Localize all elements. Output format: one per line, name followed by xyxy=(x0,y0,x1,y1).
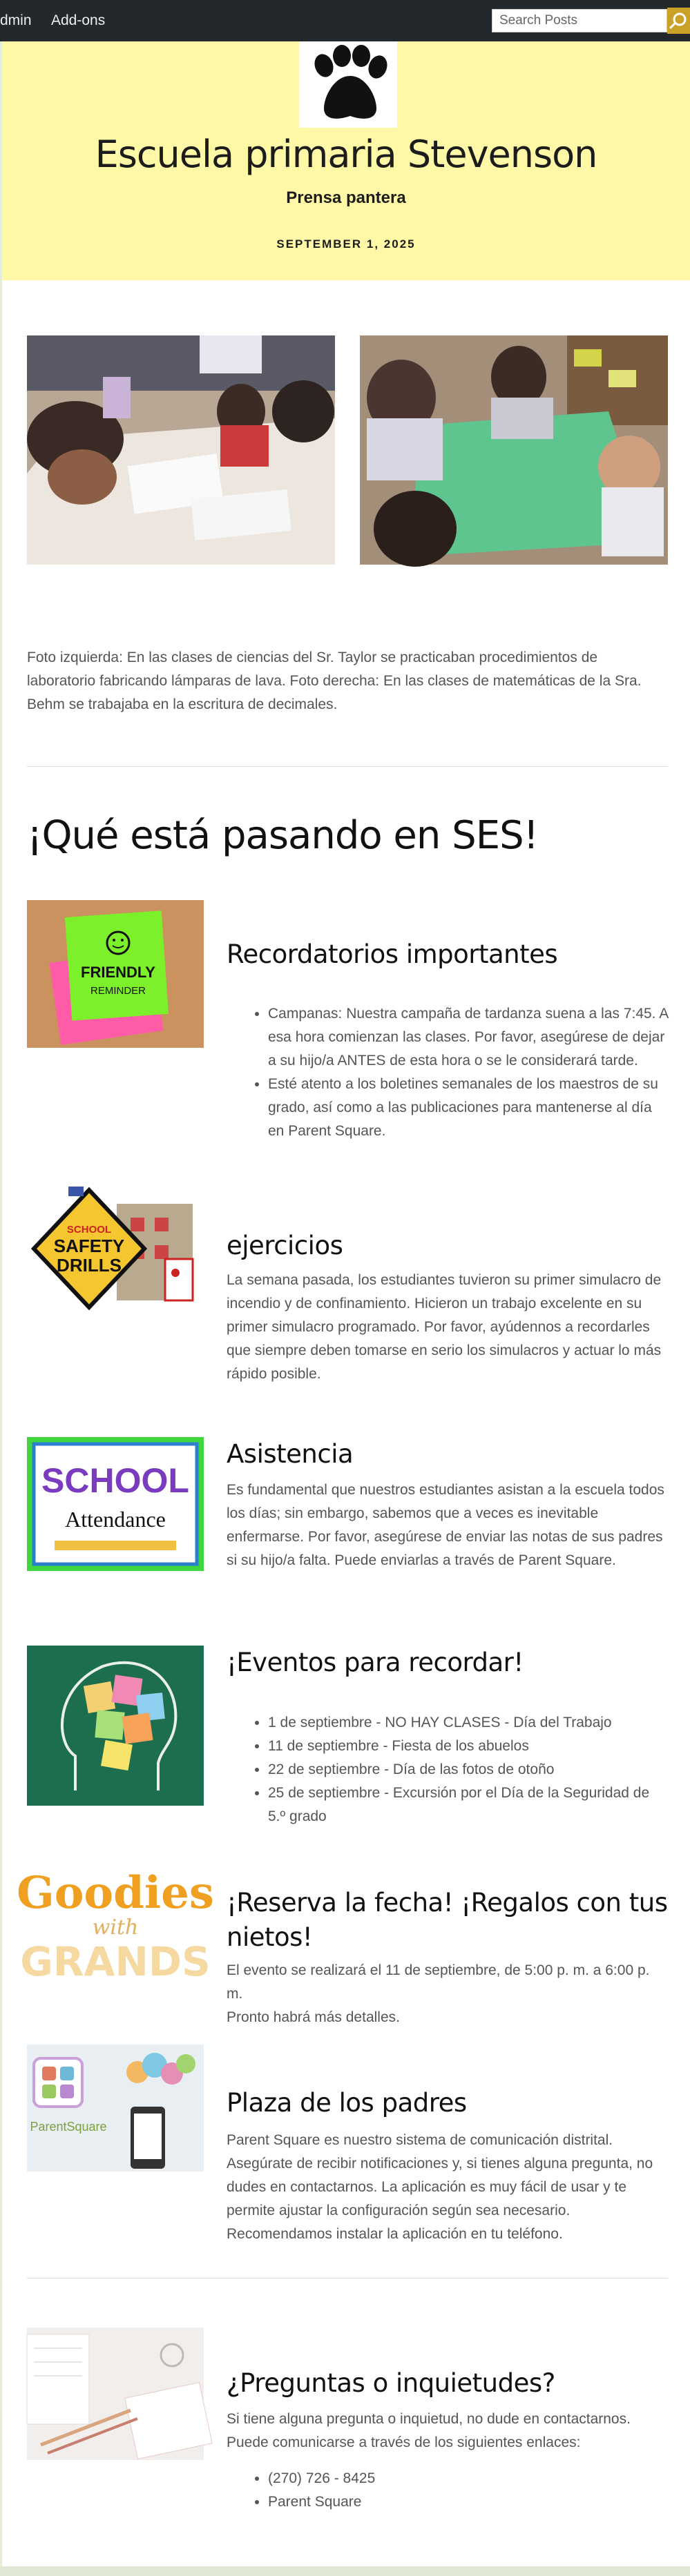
item-title-questions: ¿Preguntas o inquietudes? xyxy=(227,2368,555,2398)
list-item: • 11 de septiembre - Fiesta de los abuelos xyxy=(268,1735,669,1758)
item-title-events: ¡Eventos para recordar! xyxy=(227,1648,524,1677)
contact-list xyxy=(227,2467,669,2514)
brain-notes-image xyxy=(27,1646,204,1806)
site-title: Escuela primaria Stevenson xyxy=(95,133,597,176)
safety-drills-image xyxy=(27,1183,204,1317)
parentsquare-image xyxy=(27,2045,204,2172)
details-soon-text: Pronto habrá más detalles. xyxy=(227,2009,400,2025)
item-title-parent-square: Plaza de los padres xyxy=(227,2088,467,2118)
event-time-text: El evento se realizará el 11 de septiembre, de 5:00 p. m. a 6:00 p. m. xyxy=(227,1962,650,2002)
reminders-list xyxy=(227,1002,669,1143)
img-text-with: with xyxy=(92,1915,139,1940)
img-text-goodies: Goodies xyxy=(17,1867,214,1919)
item-body-save-date xyxy=(227,1959,669,2029)
item-title-save-date: ¡Reserva la fecha! ¡Regalos con tus nietos! xyxy=(227,1888,668,1952)
admin-link[interactable]: dmin xyxy=(0,12,32,28)
desk-notebook-image xyxy=(27,2328,204,2460)
img-text-attendance: Attendance xyxy=(65,1507,166,1532)
list-item: • 25 de septiembre - Excursión por el Día de la Seguridad de 5.º grado xyxy=(268,1782,669,1828)
phone-link[interactable]: • (270) 726 - 8425 xyxy=(268,2467,669,2490)
item-title-attendance: Asistencia xyxy=(227,1439,354,1469)
parent-square-link[interactable]: • Parent Square xyxy=(268,2490,669,2514)
item-title-drills: ejercicios xyxy=(227,1231,343,1260)
admin-bar xyxy=(0,0,690,41)
friendly-reminder-image xyxy=(27,900,204,1048)
newsletter-page xyxy=(0,41,690,2566)
img-text-parentsquare: ParentSquare xyxy=(30,2120,107,2134)
addons-link[interactable]: Add-ons xyxy=(51,12,106,28)
item-body-questions xyxy=(227,2408,669,2514)
paw-logo xyxy=(299,41,397,128)
img-text-drills: DRILLS xyxy=(57,1255,122,1276)
school-attendance-image xyxy=(27,1437,204,1571)
list-item: • 1 de septiembre - NO HAY CLASES - Día del Trabajo xyxy=(268,1711,669,1735)
post-date: SEPTEMBER 1, 2025 xyxy=(276,237,416,251)
list-item: • 22 de septiembre - Día de las fotos de otoño xyxy=(268,1758,669,1782)
paw-icon xyxy=(303,45,393,124)
list-item: • Esté atento a los boletines semanales de los maestros de su grado, así como a las publicaciones para mantenerse al día en Parent Square. xyxy=(268,1073,669,1143)
section-title: ¡Qué está pasando en SES! xyxy=(27,813,539,858)
img-text-school: SCHOOL xyxy=(66,1224,112,1236)
list-item: • Campanas: Nuestra campaña de tardanza suena a las 7:45. A esa hora comienzan las clases. Por favor, asegúrese de dejar a su hijo/a ANTES de esta hora o se le considerará tarde. xyxy=(268,1002,669,1073)
photo-caption: Foto izquierda: En las clases de ciencias del Sr. Taylor se practicaban procedimientos de laboratorio fabricando lámparas de lava. Foto derecha: En las clases de matemáticas de la Sra. Behm se trabajaba en la escritura de decimales. xyxy=(27,650,642,712)
item-body-events xyxy=(227,1711,669,1828)
photo-right-decimals xyxy=(360,335,668,565)
item-body-drills: La semana pasada, los estudiantes tuvieron su primer simulacro de incendio y de confinamiento. Hicieron un trabajo excelente en su primer simulacro programado. Por favor, ayúdennos a recordarles que siempre deben tomarse en serio los simulacros y actuar lo más rápido posible. xyxy=(227,1272,662,1382)
search-icon xyxy=(669,10,689,31)
img-text-reminder: REMINDER xyxy=(90,985,146,997)
divider xyxy=(27,2278,668,2279)
events-list xyxy=(227,1711,669,1828)
goodies-with-grands-image xyxy=(17,1844,214,1985)
search-input[interactable] xyxy=(492,9,667,32)
questions-text: Si tiene alguna pregunta o inquietud, no dude en contactarnos. Puede comunicarse a través de los siguientes enlaces: xyxy=(227,2411,631,2450)
item-body-reminders xyxy=(227,1002,669,1143)
item-body-parent-square: Parent Square es nuestro sistema de comunicación distrital. Asegúrate de recibir notificaciones y, si tienes alguna pregunta, no dudes en contactarnos. La aplicación es muy fácil de usar y te permite ajustar la configuración según sea necesario. Recomendamos instalar la aplicación en tu teléfono. xyxy=(227,2132,653,2242)
img-text-safety: SAFETY xyxy=(53,1236,125,1256)
item-body-attendance: Es fundamental que nuestros estudiantes asistan a la escuela todos los días; sin embargo, sabemos que a veces es inevitable enfermarse. Por favor, asegúrese de enviar las notas de sus padres si su hijo/a falta. Puede enviarlas a través de Parent Square. xyxy=(227,1482,664,1568)
item-title-reminders: Recordatorios importantes xyxy=(227,939,558,969)
img-text-school-att: SCHOOL xyxy=(41,1461,189,1500)
divider xyxy=(27,766,668,767)
newsletter-header xyxy=(2,41,690,280)
img-text-grands: GRANDS xyxy=(20,1938,211,1985)
search-button[interactable] xyxy=(667,8,690,34)
site-subtitle: Prensa pantera xyxy=(286,188,406,207)
img-text-friendly: FRIENDLY xyxy=(81,964,155,981)
photo-left-lava-lamps xyxy=(27,335,335,565)
